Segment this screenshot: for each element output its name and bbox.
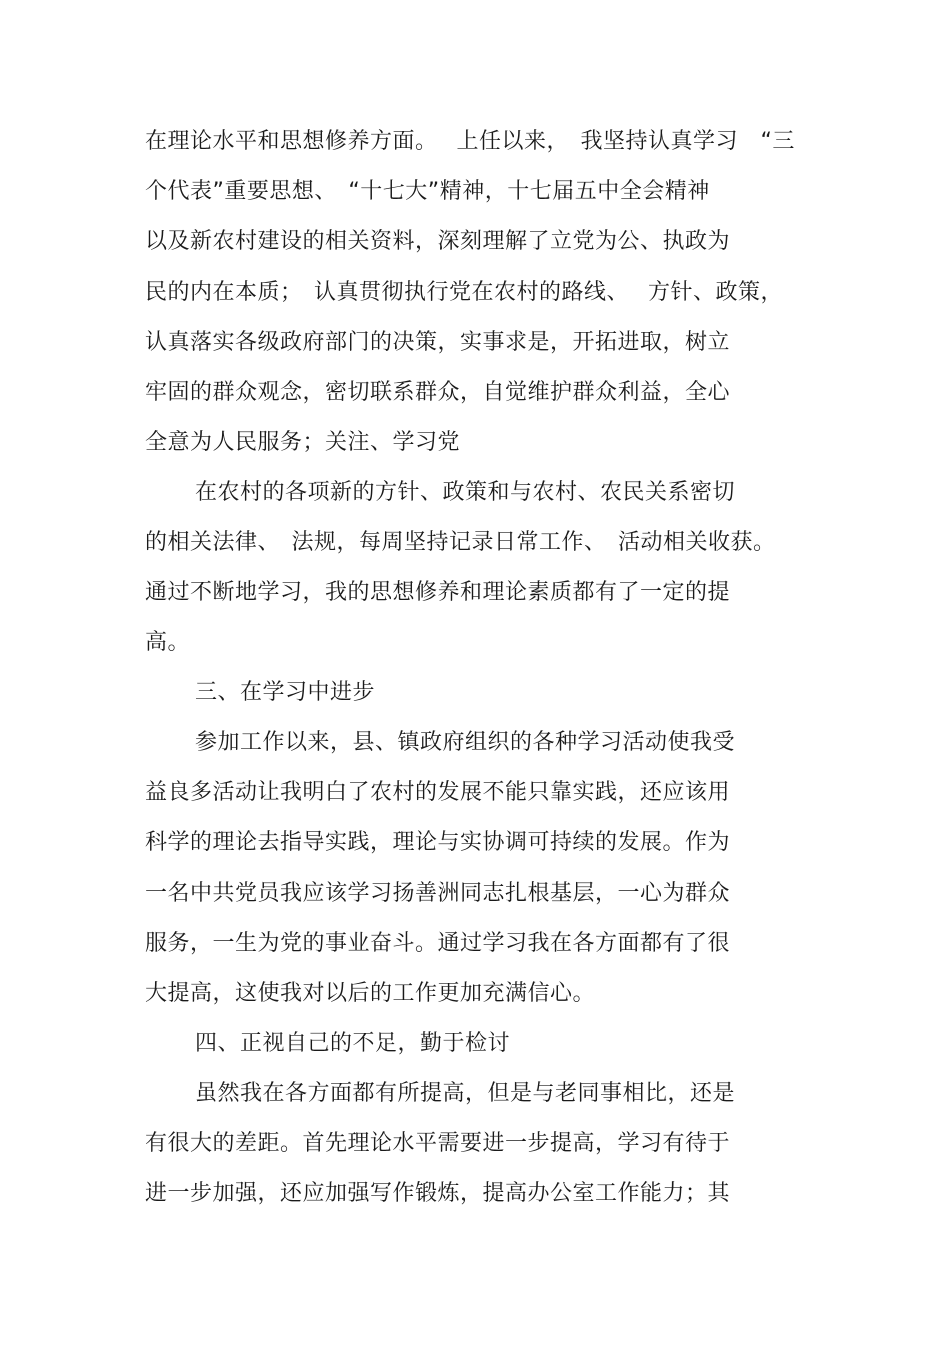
paragraph-start-line: 虽然我在各方面都有所提高，但是与老同事相比，还是 [195, 1081, 736, 1106]
text-line-2: 个代表”重要思想、 “十七大”精神，十七届五中全会精神 [145, 179, 710, 204]
section-heading-4: 四、正视自己的不足，勤于检讨 [195, 1031, 511, 1056]
text-line-21: 有很大的差距。首先理论水平需要进一步提高，学习有待于 [145, 1131, 731, 1156]
text-line-11: 高。 [145, 630, 191, 655]
text-line-18: 大提高，这使我对以后的工作更加充满信心。 [145, 981, 596, 1006]
text-line-17: 服务，一生为党的事业奋斗。通过学习我在各方面都有了很 [145, 931, 731, 956]
text-line-6: 牢固的群众观念，密切联系群众，自觉维护群众利益，全心 [145, 380, 731, 405]
text-line-1: 在理论水平和思想修养方面。 上任以来， 我坚持认真学习 “三 [145, 129, 795, 154]
text-line-3: 以及新农村建设的相关资料，深刻理解了立党为公、执政为 [145, 229, 731, 254]
text-line-9: 的相关法律、 法规，每周坚持记录日常工作、 活动相关收获。 [145, 530, 776, 555]
paragraph-start-line: 参加工作以来，县、镇政府组织的各种学习活动使我受 [195, 730, 736, 755]
text-line-22: 进一步加强，还应加强写作锻炼，提高办公室工作能力；其 [145, 1181, 731, 1206]
text-line-14: 益良多活动让我明白了农村的发展不能只靠实践，还应该用 [145, 780, 731, 805]
section-heading-3: 三、在学习中进步 [195, 680, 376, 705]
text-line-15: 科学的理论去指导实践，理论与实协调可持续的发展。作为 [145, 830, 731, 855]
text-line-4: 民的内在本质； 认真贯彻执行党在农村的路线、 方针、政策， [145, 280, 783, 305]
paragraph-start-line: 在农村的各项新的方针、政策和与农村、农民关系密切 [195, 480, 736, 505]
text-line-5: 认真落实各级政府部门的决策，实事求是，开拓进取，树立 [145, 330, 731, 355]
text-line-10: 通过不断地学习，我的思想修养和理论素质都有了一定的提 [145, 580, 731, 605]
text-line-7: 全意为人民服务；关注、学习党 [145, 430, 461, 455]
text-line-16: 一名中共党员我应该学习扬善洲同志扎根基层，一心为群众 [145, 881, 731, 906]
